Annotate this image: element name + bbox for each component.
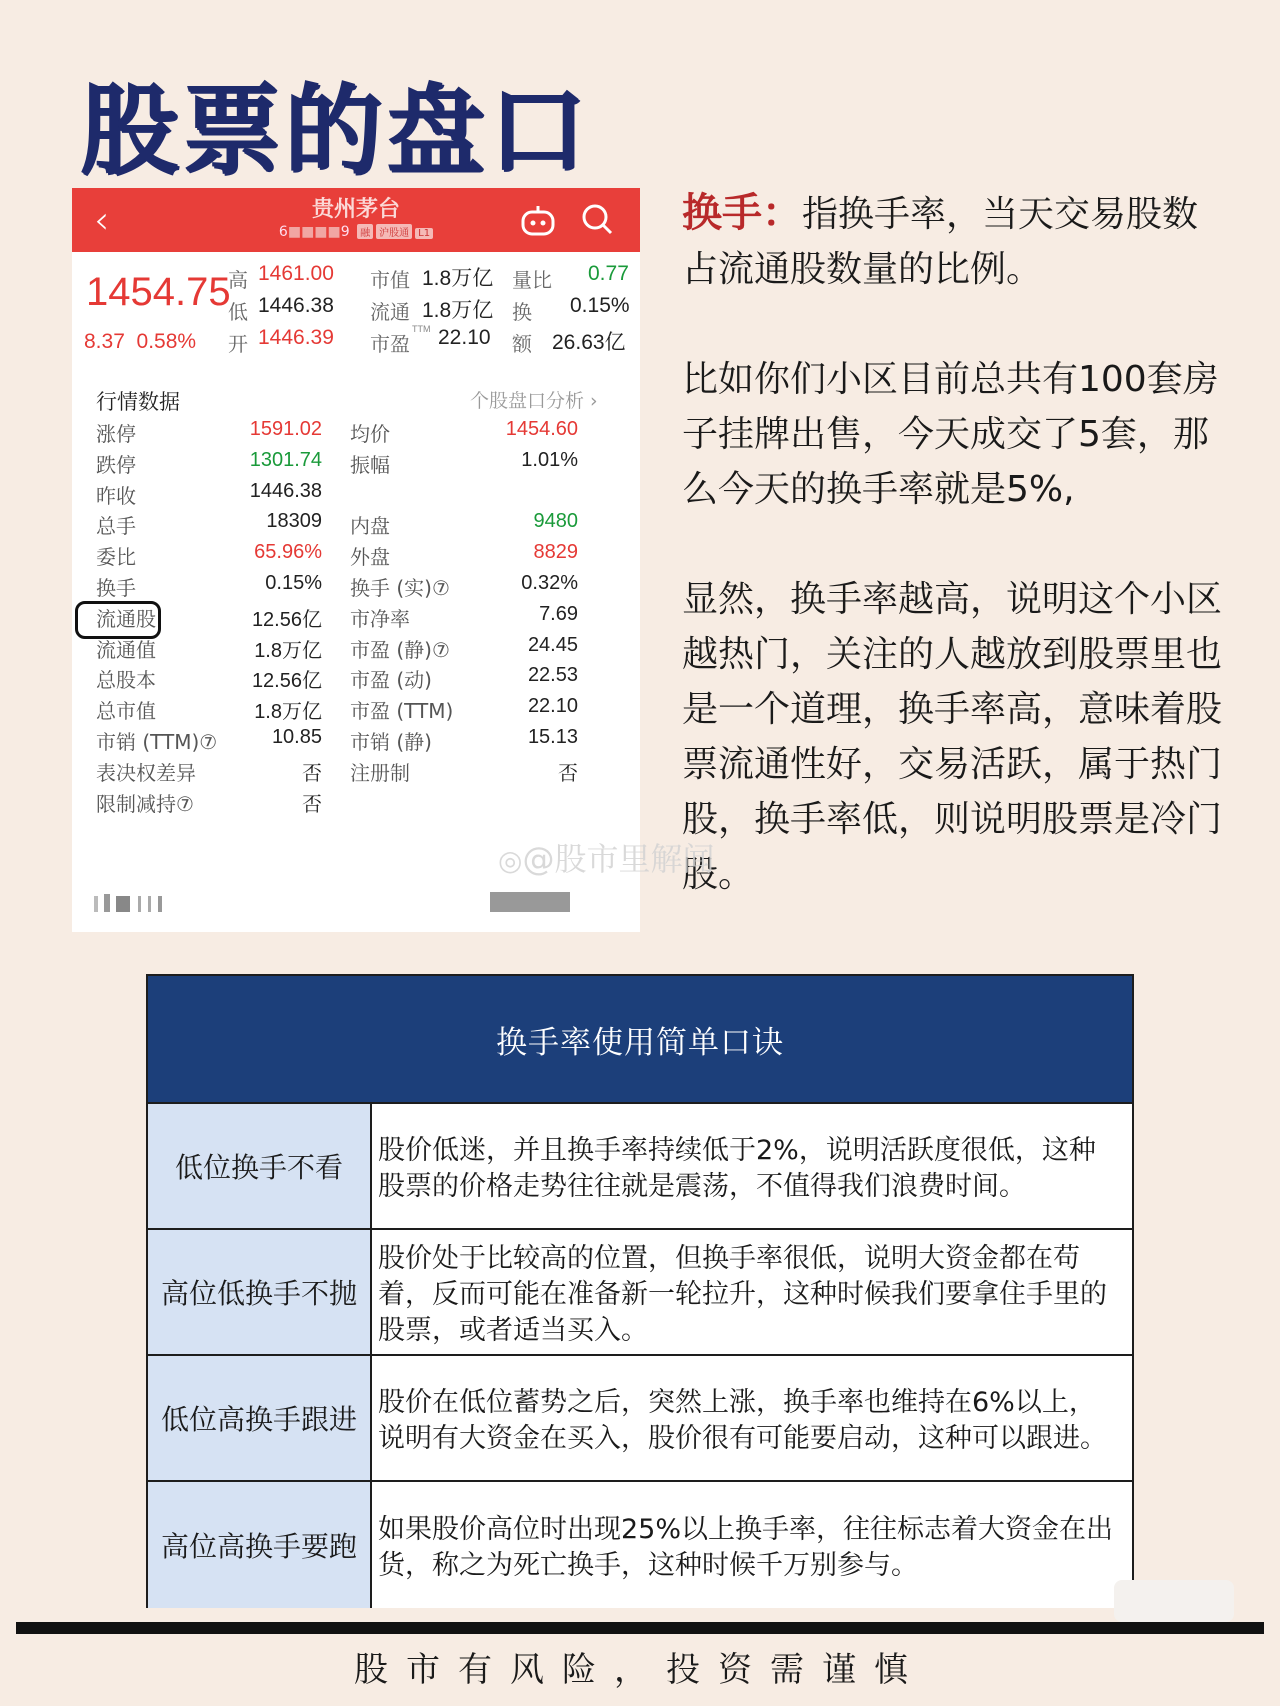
blurred-footer [94,892,634,916]
market-value: 10.85 [271,726,322,748]
market-label: 外盘 [350,545,390,570]
market-value: 0.32% [521,572,578,594]
market-value: 24.45 [527,633,578,656]
rule-name: 高位低换手不抛 [148,1230,372,1354]
market-label: 均价 [350,422,390,446]
market-value: 1301.74 [249,448,322,471]
label-turnover: 换 [512,302,532,324]
market-value: 1454.60 [505,418,578,440]
market-label: 昨收 [96,483,136,508]
market-value: 9480 [533,510,578,533]
market-label: 市净率 [350,606,410,631]
market-value: 1.8万亿 [254,701,322,724]
page-title: 股票的盘口 [80,74,591,188]
value-turnover: 0.15% [570,294,630,317]
definition-paragraph: 换手：指换手率，当天交易股数占流通股数量的比例。 [682,190,1199,290]
watermark: ◎@股市里解闻 [498,840,715,878]
table-row [148,1228,1132,1354]
market-label: 市盈 (动) [350,668,432,693]
label-high: 高 [228,270,248,292]
market-value: 22.53 [527,664,578,687]
robot-icon[interactable] [520,204,556,236]
market-label: 市盈 (静)⑦ [350,637,450,662]
back-arrow-icon[interactable]: ‹ [94,198,110,242]
tag-level: L1 [415,228,433,239]
market-label: 表决权差异 [96,760,196,785]
stock-code-suffix: 9 [340,224,350,240]
rule-name: 高位高换手要跑 [148,1482,372,1608]
stock-code-prefix: 6 [278,224,288,240]
turnover-rules-table [146,974,1134,1608]
market-label: 跌停 [96,452,136,477]
market-value: 否 [302,793,322,816]
market-label: 注册制 [350,760,410,785]
label-float-cap: 流通 [370,302,410,324]
example-paragraph: 比如你们小区目前总共有100套房子挂牌出售，今天成交了5套，那么今天的换手率就是5%, [682,359,1219,510]
value-market-cap: 1.8万亿 [422,267,494,290]
market-value: 8829 [533,541,578,564]
market-label: 涨停 [96,422,136,446]
value-open: 1446.39 [258,326,334,349]
market-value: 12.56亿 [251,670,322,693]
market-value: 1.8万亿 [254,639,322,662]
analysis-link[interactable]: 个股盘口分析 › [470,390,598,412]
value-high: 1461.00 [258,262,334,285]
market-value: 否 [558,762,578,785]
market-label: 委比 [96,545,136,570]
conclusion-paragraph: 显然，换手率越高，说明这个小区越热门，关注的人越放到股票里也是一个道理，换手率高，意味着股票流通性好，交易活跃，属于热门股，换手率低，则说明股票是冷门股。 [682,579,1223,895]
search-icon[interactable] [580,202,614,236]
market-label: 总手 [96,514,136,539]
stock-code: 6■■■■9 融 沪股通 L1 [72,224,640,240]
footer-divider [16,1622,1264,1634]
value-amount: 26.63亿 [552,331,626,354]
market-label: 流通股 [96,606,156,631]
label-amount: 额 [512,334,532,356]
market-label: 市销 (TTM)⑦ [96,730,218,754]
ttm-superscript: TTM [412,324,431,334]
market-label: 换手 [96,576,136,600]
market-value: 1.01% [521,448,578,471]
rule-desc: 如果股价高位时出现25%以上换手率，往往标志着大资金在出货，称之为死亡换手，这种时候千万别参与。 [372,1482,1132,1608]
table-row [148,1354,1132,1480]
label-market-cap: 市值 [370,270,410,292]
blurred-patch [1114,1580,1234,1622]
stock-name: 贵州茅台 [311,197,400,222]
market-label: 振幅 [350,452,390,477]
label-pe: 市盈 [370,334,410,356]
market-label: 总市值 [96,699,156,724]
value-volume-ratio: 0.77 [588,262,629,285]
label-open: 开 [228,334,248,356]
market-value: 1446.38 [249,479,322,502]
label-low: 低 [228,302,248,324]
market-label: 限制减持⑦ [96,791,194,816]
market-label: 市销 (静) [350,730,432,754]
table-row [148,1480,1132,1608]
tag-margin: 融 [357,224,373,239]
keyword-turnover: 换手： [682,190,802,236]
value-pe: 22.10 [438,326,491,349]
table-header: 换手率使用简单口诀 [148,976,1132,1102]
market-label: 内盘 [350,514,390,539]
risk-disclaimer: 股市有风险，投资需谨慎 [354,1650,926,1690]
market-value: 7.69 [539,602,578,625]
market-value: 否 [302,762,322,785]
rule-desc: 股价在低位蓄势之后，突然上涨，换手率也维持在6%以上，说明有大资金在买入，股价很有可能要启动，这种可以跟进。 [372,1356,1132,1480]
value-float-cap: 1.8万亿 [422,299,494,322]
turnover-highlight-circle [75,601,161,639]
weibo-icon: ◎ [498,844,523,877]
table-row [148,1102,1132,1228]
tag-connect: 沪股通 [376,224,412,239]
market-label: 市盈 (TTM) [350,699,454,724]
rule-name: 低位高换手跟进 [148,1356,372,1480]
market-label: 流通值 [96,637,156,662]
section-title: 行情数据 [96,390,180,414]
market-value: 0.15% [265,572,322,594]
market-value: 1591.02 [249,418,322,440]
rule-name: 低位换手不看 [148,1104,372,1228]
rule-desc: 股价低迷，并且换手率持续低于2%，说明活跃度很低，这种股票的价格走势往往就是震荡，不值得我们浪费时间。 [372,1104,1132,1228]
market-value: 18309 [266,510,322,533]
market-value: 12.56亿 [251,608,322,631]
label-volume-ratio: 量比 [512,270,552,292]
market-value: 65.96% [254,541,322,564]
market-label: 总股本 [96,668,156,693]
quote-panel [72,252,640,362]
stock-app-screenshot [72,188,640,932]
turnover-explanation [682,186,1222,957]
price-change: 8.37 0.58% [84,330,197,353]
market-value: 15.13 [527,726,578,748]
app-header [72,188,640,252]
current-price: 1454.75 [86,270,231,314]
value-low: 1446.38 [258,294,334,317]
rule-desc: 股价处于比较高的位置，但换手率很低，说明大资金都在苟着，反而可能在准备新一轮拉升，这种时候我们要拿住手里的股票，或者适当买入。 [372,1230,1132,1354]
market-label: 换手 (实)⑦ [350,576,450,600]
market-value: 22.10 [527,695,578,718]
